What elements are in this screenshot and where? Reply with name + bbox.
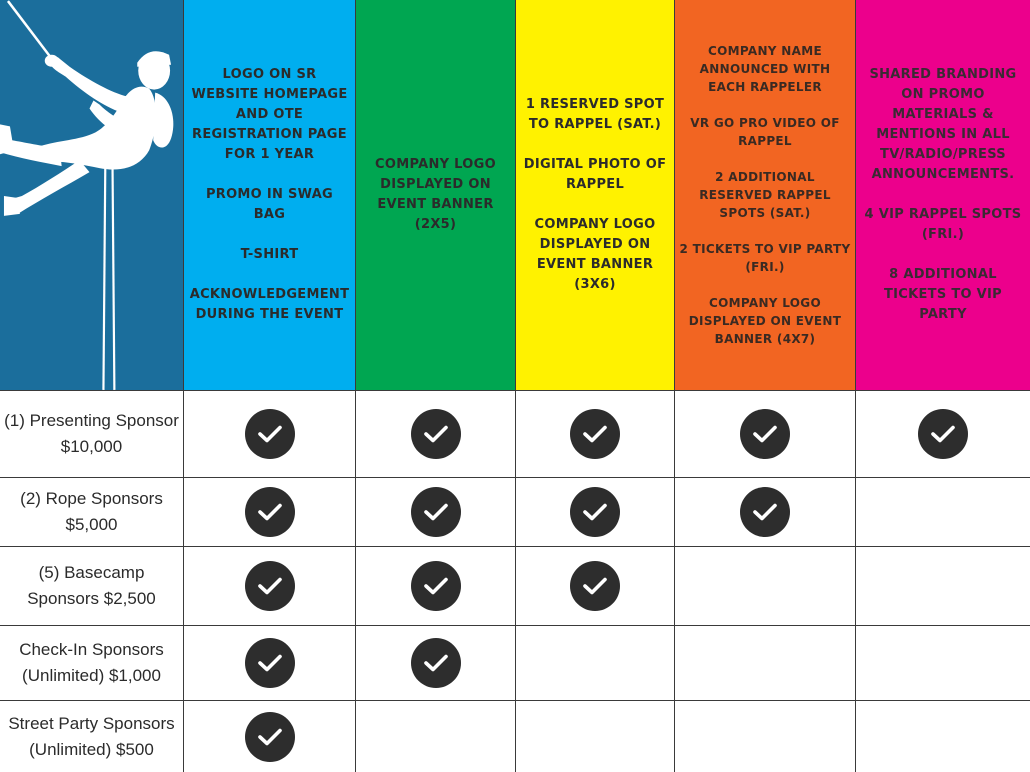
- tier-price: Sponsors $2,500: [27, 589, 156, 608]
- benefit-cell: [516, 626, 675, 701]
- check-circle-icon: [245, 561, 295, 611]
- perk-text: 8 ADDITIONAL TICKETS TO VIP PARTY: [883, 267, 1003, 322]
- perk-text: 2 TICKETS TO VIP PARTY (FRI.): [679, 242, 851, 274]
- perk-text: COMPANY NAME ANNOUNCED WITH EACH RAPPELER: [699, 44, 831, 94]
- check-circle-icon: [245, 712, 295, 762]
- check-circle-icon: [740, 409, 790, 459]
- perk-text: DIGITAL PHOTO OF RAPPEL: [523, 157, 667, 192]
- perk-column-header: [356, 0, 516, 391]
- tier-name: (5) Basecamp: [38, 563, 145, 582]
- check-circle-icon: [245, 409, 295, 459]
- rappeller-silhouette-icon: [0, 0, 183, 391]
- check-circle-icon: [918, 409, 968, 459]
- benefit-cell: [675, 391, 856, 478]
- check-circle-icon: [411, 487, 461, 537]
- perk-text: ACKNOWLEDGEMENT DURING THE EVENT: [189, 287, 350, 322]
- benefit-cell: [675, 701, 856, 772]
- tier-price: $5,000: [65, 515, 118, 534]
- benefit-cell: [516, 391, 675, 478]
- benefit-cell: [675, 626, 856, 701]
- benefit-cell: [356, 478, 516, 547]
- benefit-cell: [856, 626, 1030, 701]
- benefit-cell: [856, 478, 1030, 547]
- rappeller-logo: [0, 0, 184, 391]
- perk-column-header: [675, 0, 856, 391]
- benefit-cell: [516, 547, 675, 626]
- benefit-cell: [356, 547, 516, 626]
- check-circle-icon: [411, 409, 461, 459]
- tier-name: (1) Presenting Sponsor: [4, 411, 179, 430]
- check-circle-icon: [740, 487, 790, 537]
- tier-name: Street Party Sponsors: [8, 713, 175, 733]
- benefit-cell: [184, 391, 356, 478]
- benefit-cell: [184, 626, 356, 701]
- benefit-cell: [856, 547, 1030, 626]
- perk-text: VR GO PRO VIDEO OF RAPPEL: [690, 116, 840, 148]
- benefit-cell: [856, 701, 1030, 772]
- check-circle-icon: [245, 638, 295, 688]
- benefit-cell: [356, 701, 516, 772]
- check-circle-icon: [570, 561, 620, 611]
- perk-text: T-SHIRT: [240, 247, 299, 262]
- perk-column-header: [856, 0, 1030, 391]
- check-circle-icon: [411, 561, 461, 611]
- check-circle-icon: [570, 409, 620, 459]
- perk-text: COMPANY LOGO DISPLAYED ON EVENT BANNER (2X5): [375, 157, 496, 232]
- benefit-cell: [184, 478, 356, 547]
- benefit-cell: [356, 391, 516, 478]
- tier-price: $10,000: [60, 437, 123, 456]
- perk-column-header: [184, 0, 356, 391]
- perk-text: PROMO IN SWAG BAG: [205, 187, 334, 222]
- check-circle-icon: [411, 638, 461, 688]
- tier-label: [0, 391, 184, 478]
- perk-text: 2 ADDITIONAL RESERVED RAPPEL SPOTS (SAT.): [699, 170, 831, 220]
- check-circle-icon: [570, 487, 620, 537]
- perk-text: SHARED BRANDING ON PROMO MATERIALS & MENTIONS IN ALL TV/RADIO/PRESS ANNOUNCEMENTS.: [869, 67, 1017, 182]
- benefit-cell: [856, 391, 1030, 478]
- perk-column-header: [516, 0, 675, 391]
- benefit-cell: [516, 701, 675, 772]
- tier-label: [0, 701, 184, 772]
- tier-label: [0, 547, 184, 626]
- benefit-cell: [184, 701, 356, 772]
- benefit-cell: [675, 547, 856, 626]
- benefit-cell: [184, 547, 356, 626]
- tier-name: Check-In Sponsors: [19, 640, 164, 659]
- tier-name: (2) Rope Sponsors: [20, 489, 163, 508]
- perk-text: 1 RESERVED SPOT TO RAPPEL (SAT.): [525, 97, 665, 132]
- benefit-cell: [356, 626, 516, 701]
- benefit-cell: [675, 478, 856, 547]
- tier-label: [0, 626, 184, 701]
- perk-text: COMPANY LOGO DISPLAYED ON EVENT BANNER (4X7): [688, 296, 842, 346]
- tier-price: (Unlimited) $500: [29, 739, 154, 759]
- benefit-cell: [516, 478, 675, 547]
- perk-text: 4 VIP RAPPEL SPOTS (FRI.): [864, 207, 1022, 242]
- tier-price: (Unlimited) $1,000: [22, 666, 161, 685]
- perk-text: COMPANY LOGO DISPLAYED ON EVENT BANNER (3X6): [534, 217, 656, 292]
- perk-text: LOGO ON SR WEBSITE HOMEPAGE AND OTE REGISTRATION PAGE FOR 1 YEAR: [191, 67, 348, 162]
- check-circle-icon: [245, 487, 295, 537]
- tier-label: [0, 478, 184, 547]
